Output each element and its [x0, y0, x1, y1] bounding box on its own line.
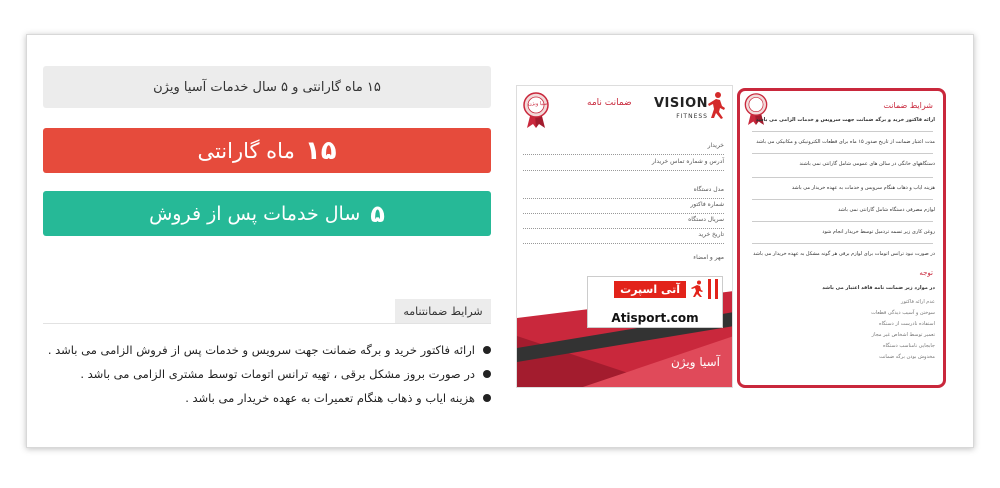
- award-ribbon-icon: [523, 92, 549, 128]
- terms-line: در صورت نبود ترانس اتومات برای لوازم برقی هر گونه مشکل به عهده خریدار می باشد: [753, 251, 935, 257]
- service-label: سال خدمات پس از فروش: [149, 202, 361, 225]
- seal-text: آسیا ویژن: [528, 101, 549, 107]
- conditions-divider: [43, 323, 491, 324]
- page-title-text: ۱۵ ماه گارانتی و ۵ سال خدمات آسیا ویژن: [153, 79, 381, 95]
- bullet-icon: [483, 394, 491, 402]
- terms-sub-line: استفاده نادرست از دستگاه: [878, 321, 935, 327]
- bullet-icon: [483, 346, 491, 354]
- logo-bar: [715, 279, 718, 299]
- atisport-logo-fa: آتی اسپرت: [614, 281, 686, 298]
- after-sales-service-button[interactable]: [43, 191, 491, 236]
- list-item: [43, 362, 491, 386]
- atisport-logo-en: Atisport.com: [611, 311, 699, 325]
- terms-sub-line: عدم ارائه فاکتور: [901, 299, 935, 305]
- terms-divider: [752, 177, 933, 178]
- conditions-heading: شرایط ضمانتنامه: [403, 304, 483, 318]
- warranty-form-page: [516, 85, 733, 388]
- terms-line: لوازم مصرفی دستگاه شامل گارانتی نمی باشد: [838, 207, 935, 213]
- form-field: مدل دستگاه: [523, 186, 724, 199]
- logo-bar: [708, 279, 711, 299]
- page-title: [43, 66, 491, 108]
- terms-note-line: در موارد زیر ضمانت نامه فاقد اعتبار می باشد: [822, 285, 935, 291]
- terms-divider: [752, 131, 933, 132]
- terms-divider: [752, 221, 933, 222]
- warranty-button[interactable]: [43, 128, 491, 173]
- condition-text: در صورت بروز مشکل برقی ، تهیه ترانس اتومات توسط مشتری الزامی می باشد .: [80, 367, 475, 381]
- runner-logo-icon: [706, 92, 726, 120]
- atisport-runner-icon: [690, 280, 704, 298]
- terms-sub-line: مخدوش بودن برگه ضمانت: [879, 354, 935, 360]
- brand-name: VISION: [653, 96, 708, 111]
- terms-line: دستگاههای خانگی در سالن های عمومی شامل گارانتی نمی باشند: [799, 161, 935, 167]
- warranty-terms-page: [737, 88, 946, 388]
- warranty-card-image: [516, 85, 946, 388]
- brand-subtitle: FITNESS: [676, 113, 708, 120]
- terms-sub-line: تعمیر توسط اشخاص غیر مجاز: [871, 332, 935, 338]
- form-field: آدرس و شماره تماس خریدار: [523, 158, 724, 171]
- atisport-logo-top: [588, 277, 722, 301]
- form-field: خریدار: [523, 142, 724, 155]
- conditions-list: [43, 338, 491, 410]
- terms-sub-line: جابجایی نامناسب دستگاه: [882, 343, 935, 349]
- terms-line: ارائه فاکتور خرید و برگه ضمانت جهت سرویس و خدمات الزامی می باشد: [755, 117, 935, 123]
- form-field: تاریخ خرید: [523, 231, 724, 244]
- terms-sub-line: سوختن و آسیب دیدگی قطعات: [871, 310, 935, 316]
- form-field: سریال دستگاه: [523, 216, 724, 229]
- atisport-logo: [587, 276, 723, 328]
- condition-text: هزینه ایاب و ذهاب هنگام تعمیرات به عهده خریدار می باشد .: [185, 391, 475, 405]
- terms-note-heading: توجه: [919, 269, 933, 277]
- bullet-icon: [483, 370, 491, 378]
- terms-line: هزینه ایاب و ذهاب هنگام سرویس و خدمات به عهده خریدار می باشد: [791, 185, 935, 191]
- document-title: ضمانت نامه: [587, 98, 632, 108]
- warranty-months: ۱۵: [304, 135, 337, 166]
- conditions-tab[interactable]: [395, 299, 491, 323]
- footer-brand: آسیا ویژن: [670, 355, 720, 369]
- list-item: [43, 386, 491, 410]
- service-years: ۵: [370, 199, 385, 228]
- stamp-signature-label: مهر و امضاء: [693, 254, 724, 261]
- terms-line: مدت اعتبار ضمانت از تاریخ صدور ۱۵ ماه برای قطعات الکترونیکی و مکانیکی می باشد: [756, 139, 935, 145]
- terms-divider: [752, 243, 933, 244]
- form-field: شماره فاکتور: [523, 201, 724, 214]
- terms-divider: [752, 153, 933, 154]
- terms-title: شرایط ضمانت: [883, 101, 933, 110]
- warranty-label: ماه گارانتی: [197, 138, 295, 163]
- terms-divider: [752, 199, 933, 200]
- condition-text: ارائه فاکتور خرید و برگه ضمانت جهت سرویس و خدمات پس از فروش الزامی می باشد .: [47, 343, 475, 357]
- terms-line: روغن کاری زیر تسمه تردمیل توسط خریدار انجام شود: [822, 229, 935, 235]
- list-item: [43, 338, 491, 362]
